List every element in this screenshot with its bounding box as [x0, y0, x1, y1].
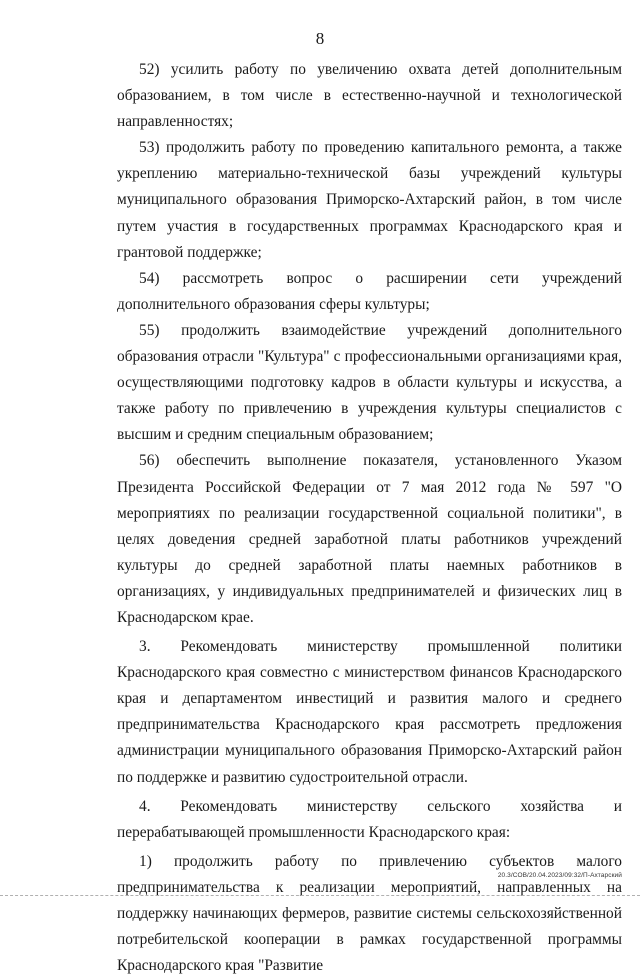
paragraph-item-55: 55) продолжить взаимодействие учреждений дополнительного образования отрасли "Культура" с профессиональными организациями края, осуществляющими подготовку кадров в области культуры и искусства, а также работу по привлечению в учреждения культуры специалистов с высшим и средним специальным образованием;: [117, 321, 622, 444]
document-body: [117, 57, 622, 979]
paragraph-section-4-item-1: 1) продолжить работу по привлечению субъектов малого предпринимательства к реализации мероприятий, направленных на поддержку начинающих фермеров, развитие системы сельскохозяйственной потребительской кооперации в рамках государственной программы Краснодарского края "Развитие: [117, 852, 622, 975]
paragraph-section-3: 3. Рекомендовать министерству промышленной политики Краснодарского края совместно с министерством финансов Краснодарского края и департаментом инвестиций и развития малого и среднего предпринимательства Краснодарского края рассмотреть предложения администрации муниципального образования Приморско-Ахтарский район по поддержке и развитию судостроительной отрасли.: [117, 638, 622, 786]
paragraph-item-53: 53) продолжить работу по проведению капитального ремонта, а также укреплению материально-технической базы учреждений культуры муниципального образования Приморско-Ахтарский район, в том числе путем участия в государственных программах Краснодарского края и грантовой поддержке;: [117, 139, 622, 261]
paragraph-item-52: 52) усилить работу по увеличению охвата детей дополнительным образованием, в том числе в естественно-научной и технологической направленностях;: [117, 61, 622, 131]
page-number: 8: [315, 29, 325, 48]
bottom-dashed-rule: [0, 895, 640, 896]
paragraph-item-56: 56) обеспечить выполнение показателя, установленного Указом Президента Российской Федерации от 7 мая 2012 года № 597 "О мероприятиях по реализации государственной социальной политики", в целях доведения средней заработной платы работников учреждений культуры до средней заработной платы наемных работников в организациях, у индивидуальных предпринимателей и физических лиц в Краснодарском крае.: [117, 452, 622, 626]
paragraph-section-4: 4. Рекомендовать министерству сельского хозяйства и перерабатывающей промышленности Краснодарского края:: [117, 797, 622, 841]
document-footer-code: 20.3/СОВ/20.04.2023/09:32/П-Ахтарский: [497, 872, 622, 879]
paragraph-item-54: 54) рассмотреть вопрос о расширении сети учреждений дополнительного образования сферы культуры;: [117, 269, 622, 313]
